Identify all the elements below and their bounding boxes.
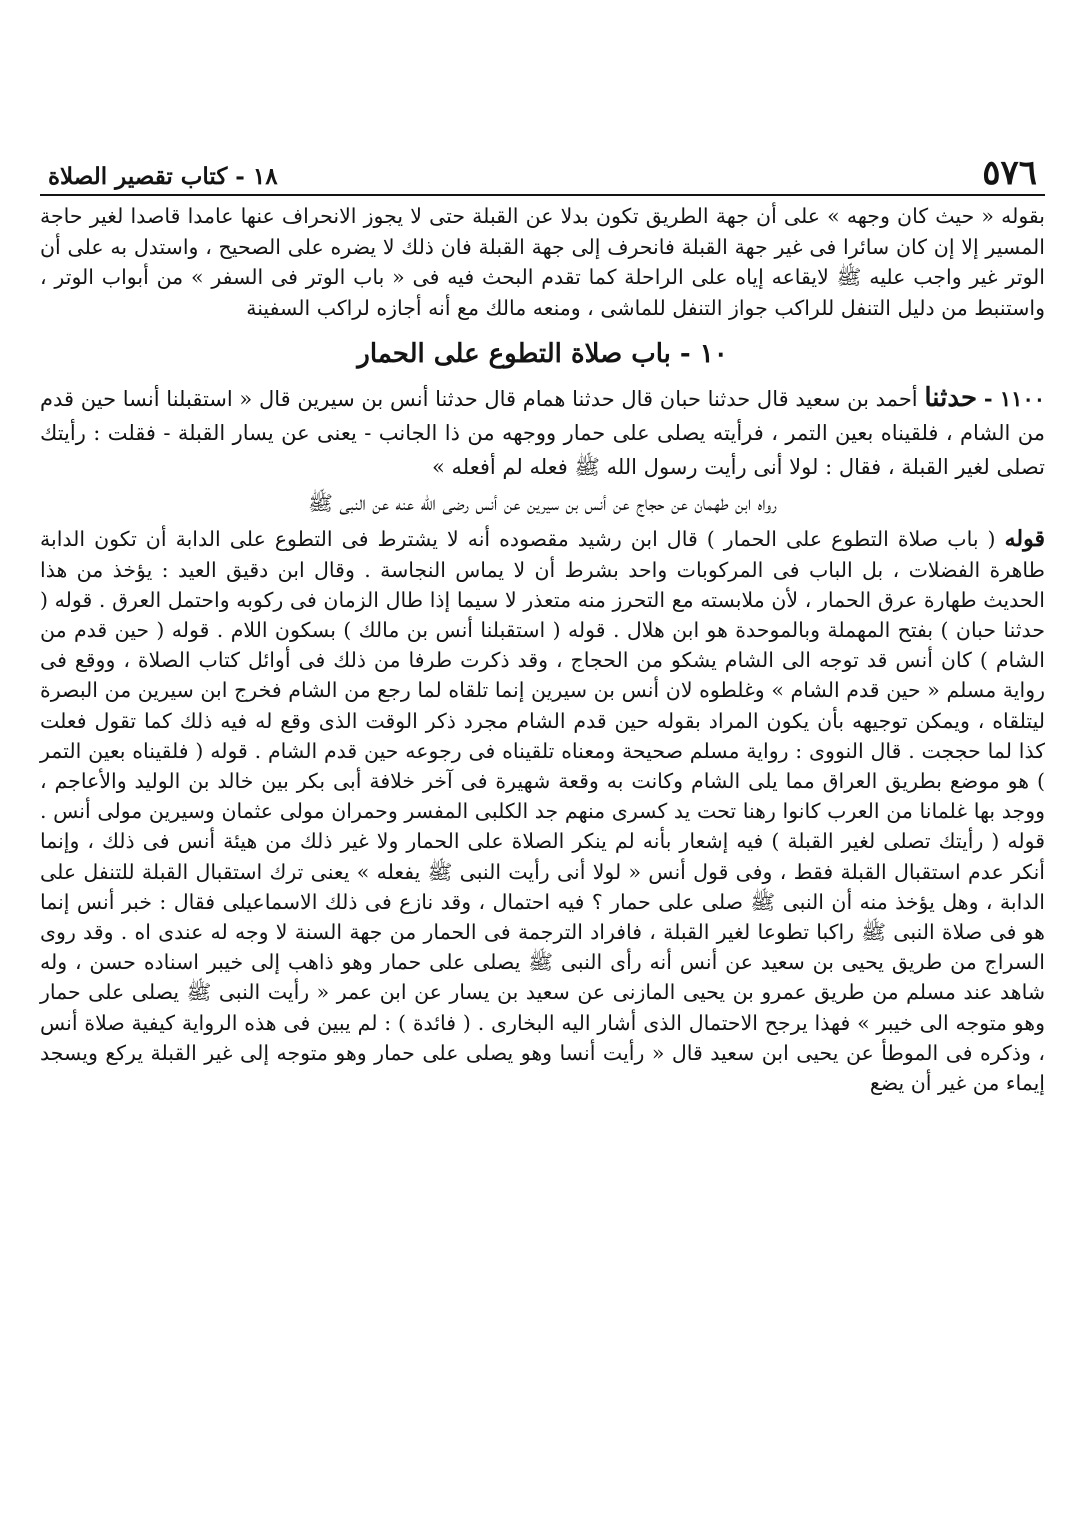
intro-text: بقوله « حيث كان وجهه » على أن جهة الطريق تكون بدلا عن القبلة حتى لا يجوز الانحراف عنها عامدا قاصدا لغير حاجة المسير إلا إن كان سائرا فى غير جهة القبلة فانحرف إلى جهة القبلة فان ذلك لا يضره على الصحيح ، واستدل به على أن الوتر غير واجب عليه ﷺ لايقاعه إياه على الراحلة كما تقدم البحث فيه فى « باب الوتر فى السفر » من أبواب الوتر ، واستنبط من دليل التنفل للراكب جواز التنفل للماشى ، ومنعه مالك مع أنه أجازه لراكب السفينة [40,204,1045,320]
hadith-text: أحمد بن سعيد قال حدثنا حبان قال حدثنا همام قال حدثنا أنس بن سيرين قال « استقبلنا أنسا حين قدم من الشام ، فلقيناه بعين التمر ، فرأيته يصلى على حمار ووجهه من ذا الجانب - يعنى عن يسار القبلة - فقلت : رأيتك تصلى لغير القبلة ، فقال : لولا أنى رأيت رسول الله ﷺ فعله لم أفعله » [40,387,1045,480]
page-header [40,150,1045,196]
chapter-title: ١٨ - كتاب تقصير الصلاة [48,163,278,190]
page-number: ٥٧٦ [982,153,1037,193]
riwaya-line: رواه ابن طهمان عن حجاج عن أنس بن سيرين عن أنس رضى الله عنه عن النبى ﷺ [308,491,777,516]
hadith-block [40,381,1045,484]
hadith-number: ١١٠٠ - [983,386,1046,412]
chapter-heading: ١٠ - باب صلاة التطوع على الحمار [357,339,728,370]
commentary-text: ( باب صلاة التطوع على الحمار ) قال ابن رشيد مقصوده أنه لا يشترط فى التطوع على الدابة أن تكون الدابة طاهرة الفضلات ، بل الباب فى المركوبات واحد بشرط أن لا يماس النجاسة . وقال ابن دقيق العيد : يؤخذ من هذا الحديث طهارة عرق الحمار ، لأن ملابسته مع التحرز منه متعذر لا سيما إذا طال الزمان فى ركوبه واحتمل العرق . قوله ( حدثنا حبان ) بفتح المهملة وبالموحدة هو ابن هلال . قوله ( استقبلنا أنس بن مالك ) بسكون اللام . قوله ( حين قدم من الشام ) كان أنس قد توجه الى الشام يشكو من الحجاج ، وقد ذكرت طرفا من ذلك فى أوائل كتاب الصلاة ، ووقع فى رواية مسلم « حين قدم الشام » وغلطوه لان أنس بن سيرين إنما تلقاه لما رجع من الشام فخرج ابن سيرين من البصرة ليتلقاه ، ويمكن توجيهه بأن يكون المراد بقوله حين قدم الشام مجرد ذكر الوقت الذى وقع له فيه ذلك كما تقول فعلت كذا لما حججت . قال النووى : رواية مسلم صحيحة ومعناه تلقيناه فى رجوعه حين قدم الشام . قوله ( فلقيناه بعين التمر ) هو موضع بطريق العراق مما يلى الشام وكانت به وقعة شهيرة فى آخر خلافة أبى بكر بين خالد بن الوليد والأعاجم ، ووجد بها غلمانا من العرب كانوا رهنا تحت يد كسرى منهم جد الكلبى المفسر وحمران مولى عثمان وسيرين مولى أنس . قوله ( رأيتك تصلى لغير القبلة ) فيه إشعار بأنه لم ينكر الصلاة على الحمار ولا غير ذلك من هيئة أنس فى ذلك ، وإنما أنكر عدم استقبال القبلة فقط ، وفى قول أنس « لولا أنى رأيت النبى ﷺ يفعله » يعنى ترك استقبال القبلة للتنفل على الدابة ، وهل يؤخذ منه أن النبى ﷺ صلى على حمار ؟ فيه احتمال ، وقد نازع فى ذلك الاسماعيلى فقال : خبر أنس إنما هو فى صلاة النبى ﷺ راكبا تطوعا لغير القبلة ، فافراد الترجمة فى الحمار من جهة السنة لا وجه له عندى اه . وقد روى السراج من طريق يحيى بن سعيد عن أنس أنه رأى النبى ﷺ يصلى على حمار وهو ذاهب إلى خيبر اسناده حسن ، وله شاهد عند مسلم من طريق عمرو بن يحيى المازنى عن سعيد بن يسار عن ابن عمر « رأيت النبى ﷺ يصلى على حمار وهو متوجه الى خيبر » فهذا يرجح الاحتمال الذى أشار اليه البخارى . ( فائدة ) : لم يبين فى هذه الرواية كيفية صلاة أنس ، وذكره فى الموطأ عن يحيى ابن سعيد قال « رأيت أنسا وهو يصلى على حمار وهو متوجه إلى غير القبلة يركع ويسجد إيماء من غير أن يضع [40,527,1045,1096]
hadith-lead-word: حدثنا [924,383,978,414]
commentary-block [40,524,1045,1098]
commentary-lead-word: قوله [1004,526,1045,553]
intro-paragraph [40,201,1045,323]
page [40,150,1045,1098]
